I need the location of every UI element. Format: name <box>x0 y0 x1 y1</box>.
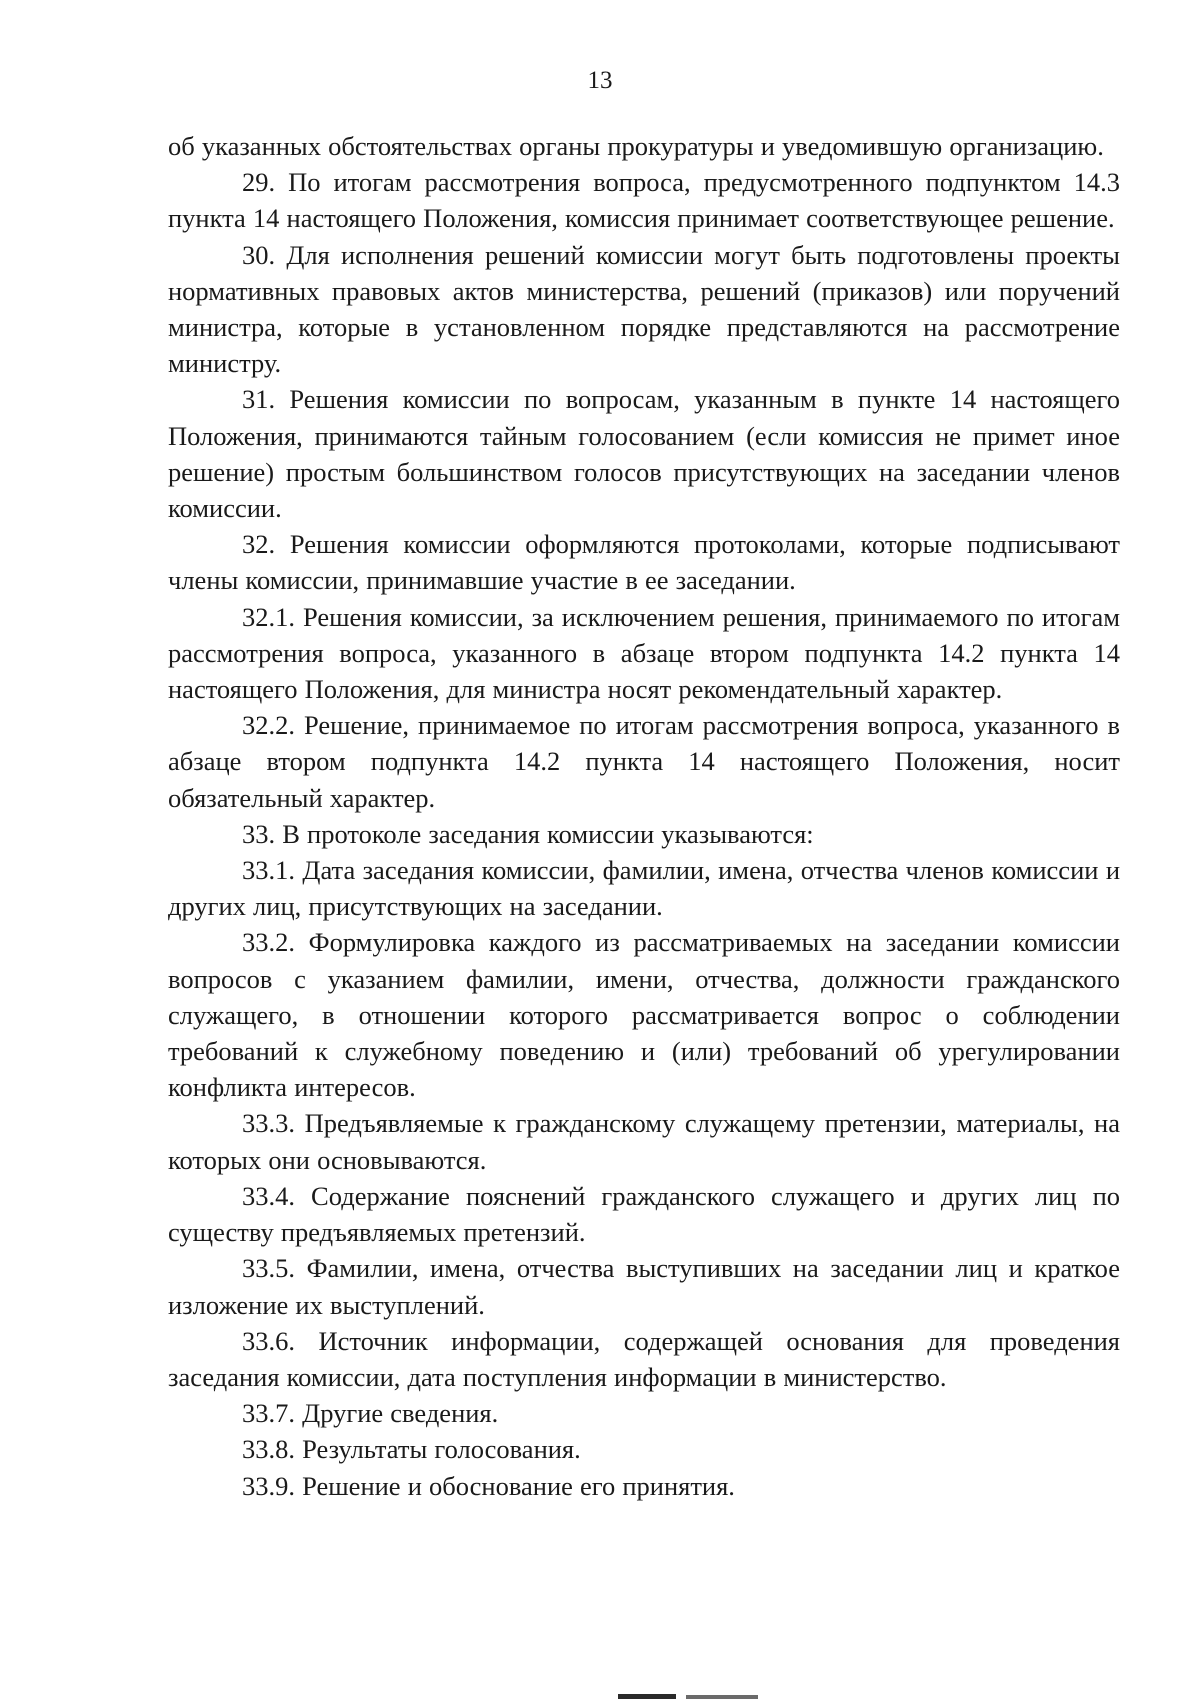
paragraph-33-9: 33.9. Решение и обоснование его принятия. <box>242 1470 735 1501</box>
paragraph-continuation: об указанных обстоятельствах органы прокуратуры и уведомившую организацию. <box>168 131 1104 161</box>
paragraph-33-7: 33.7. Другие сведения. <box>242 1398 499 1429</box>
paragraph-33-1: 33.1. Дата заседания комиссии, фамилии, имена, отчества членов комиссии и других лиц, присутствующих на заседании. <box>168 855 1120 922</box>
paragraph-33-8: 33.8. Результаты голосования. <box>242 1434 581 1465</box>
page-number: 13 <box>587 67 613 94</box>
paragraph-32-2: 32.2. Решение, принимаемое по итогам рассмотрения вопроса, указанного в абзаце втором подпункта 14.2 пункта 14 настоящего Положения, носит обязательный характер. <box>168 710 1120 813</box>
paragraph-32-1: 32.1. Решения комиссии, за исключением решения, принимаемого по итогам рассмотрения вопроса, указанного в абзаце втором подпункта 14.2 пункта 14 настоящего Положения, для министра носят рекомендательный характер. <box>168 601 1120 705</box>
scan-edge-mark-secondary <box>686 1695 758 1699</box>
scan-edge-mark <box>618 1694 676 1699</box>
document-body <box>168 128 1120 1504</box>
paragraph-33: 33. В протоколе заседания комиссии указываются: <box>242 818 814 849</box>
paragraph-31: 31. Решения комиссии по вопросам, указанным в пункте 14 настоящего Положения, принимаются тайным голосованием (если комиссия не примет иное решение) простым большинством голосов присутствующих на заседании членов комиссии. <box>168 384 1120 524</box>
paragraph-29: 29. По итогам рассмотрения вопроса, предусмотренного подпунктом 14.3 пункта 14 настоящего Положения, комиссия принимает соответствующее решение. <box>168 167 1120 234</box>
paragraph-30: 30. Для исполнения решений комиссии могут быть подготовлены проекты нормативных правовых актов министерства, решений (приказов) или поручений министра, которые в установленном порядке представляются на рассмотрение министру. <box>168 239 1120 379</box>
paragraph-33-5: 33.5. Фамилии, имена, отчества выступивших на заседании лиц и краткое изложение их выступлений. <box>168 1253 1120 1320</box>
paragraph-33-2: 33.2. Формулировка каждого из рассматриваемых на заседании комиссии вопросов с указанием фамилии, имени, отчества, должности гражданского служащего, в отношении которого рассматривается вопрос о соблюдении требований к служебному поведению и (или) требований об урегулировании конфликта интересов. <box>168 927 1120 1103</box>
paragraph-32: 32. Решения комиссии оформляются протоколами, которые подписывают члены комиссии, принимавшие участие в ее заседании. <box>168 529 1120 596</box>
paragraph-33-3: 33.3. Предъявляемые к гражданскому служащему претензии, материалы, на которых они основываются. <box>168 1108 1120 1175</box>
paragraph-33-6: 33.6. Источник информации, содержащей основания для проведения заседания комиссии, дата поступления информации в министерство. <box>168 1325 1120 1392</box>
paragraph-33-4: 33.4. Содержание пояснений гражданского служащего и других лиц по существу предъявляемых претензий. <box>168 1180 1120 1248</box>
